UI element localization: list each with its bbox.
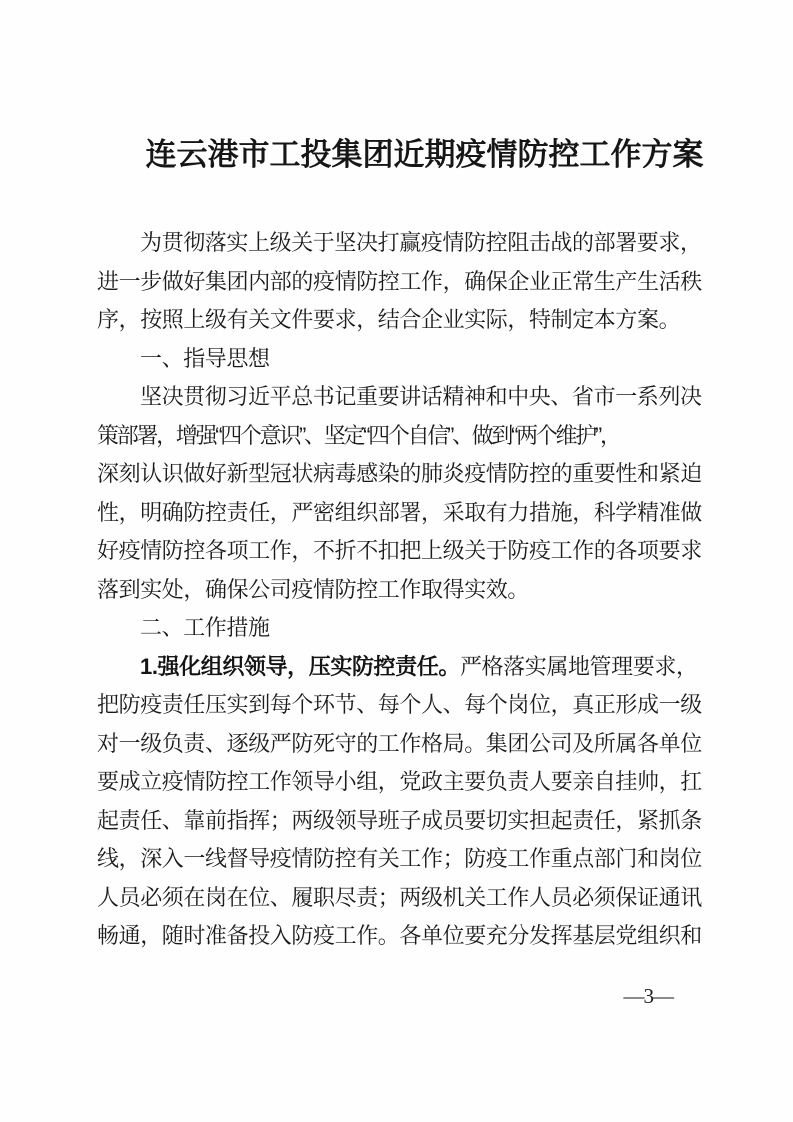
text-line: 策部署，增强“四个意识”、坚定“四个自信”、做到“两个维护”，	[97, 422, 620, 448]
text-line	[97, 648, 703, 687]
text-line: 畅通，随时准备投入防疫工作。各单位要充分发挥基层党组织和	[97, 923, 702, 948]
text-line: 起责任、靠前指挥；两级领导班子成员要切实担起责任，紧抓条	[97, 807, 702, 833]
text-line: 对一级负责、逐级严防死守的工作格局。集团公司及所属各单位	[97, 730, 702, 756]
text-line: 深刻认识做好新型冠状病毒感染的肺炎疫情防控的重要性和紧迫	[97, 461, 702, 486]
text-line: 线，深入一线督导疫情防控有关工作；防疫工作重点部门和岗位	[97, 846, 702, 871]
text-line: 人员必须在岗在位、履职尽责；两级机关工作人员必须保证通讯	[97, 884, 702, 910]
document-body	[97, 224, 703, 956]
section-heading: 二、工作措施	[140, 615, 270, 640]
text-line: 坚决贯彻习近平总书记重要讲话精神和中央、省市一系列决	[140, 384, 702, 409]
page-number: —3—	[623, 984, 673, 1008]
text-line: 把防疫责任压实到每个环节、每个人、每个岗位，真正形成一级	[97, 692, 702, 717]
text-line: 要成立疫情防控工作领导小组，党政主要负责人要亲自挂帅，扛	[97, 769, 702, 794]
text-line: 进一步做好集团内部的疫情防控工作，确保企业正常生产生活秩	[97, 268, 702, 294]
text-line: 落到实处，确保公司疫情防控工作取得实效。	[97, 576, 530, 602]
text-line: 为贯彻落实上级关于坚决打赢疫情防控阻击战的部署要求，	[140, 230, 702, 255]
bold-lead: 1.强化组织领导，压实防控责任。	[140, 653, 460, 679]
text-line: 性，明确防控责任，严密组织部署，采取有力措施，科学精准做	[97, 499, 702, 525]
section-heading: 一、指导思想	[140, 345, 270, 371]
text-run: 严格落实属地管理要求，	[459, 653, 698, 679]
text-line: 序，按照上级有关文件要求，结合企业实际，特制定本方案。	[97, 307, 681, 332]
text-line: 好疫情防控各项工作，不折不扣把上级关于防疫工作的各项要求	[97, 538, 702, 563]
document-title: 连云港市工投集团近期疫情防控工作方案	[145, 137, 704, 172]
